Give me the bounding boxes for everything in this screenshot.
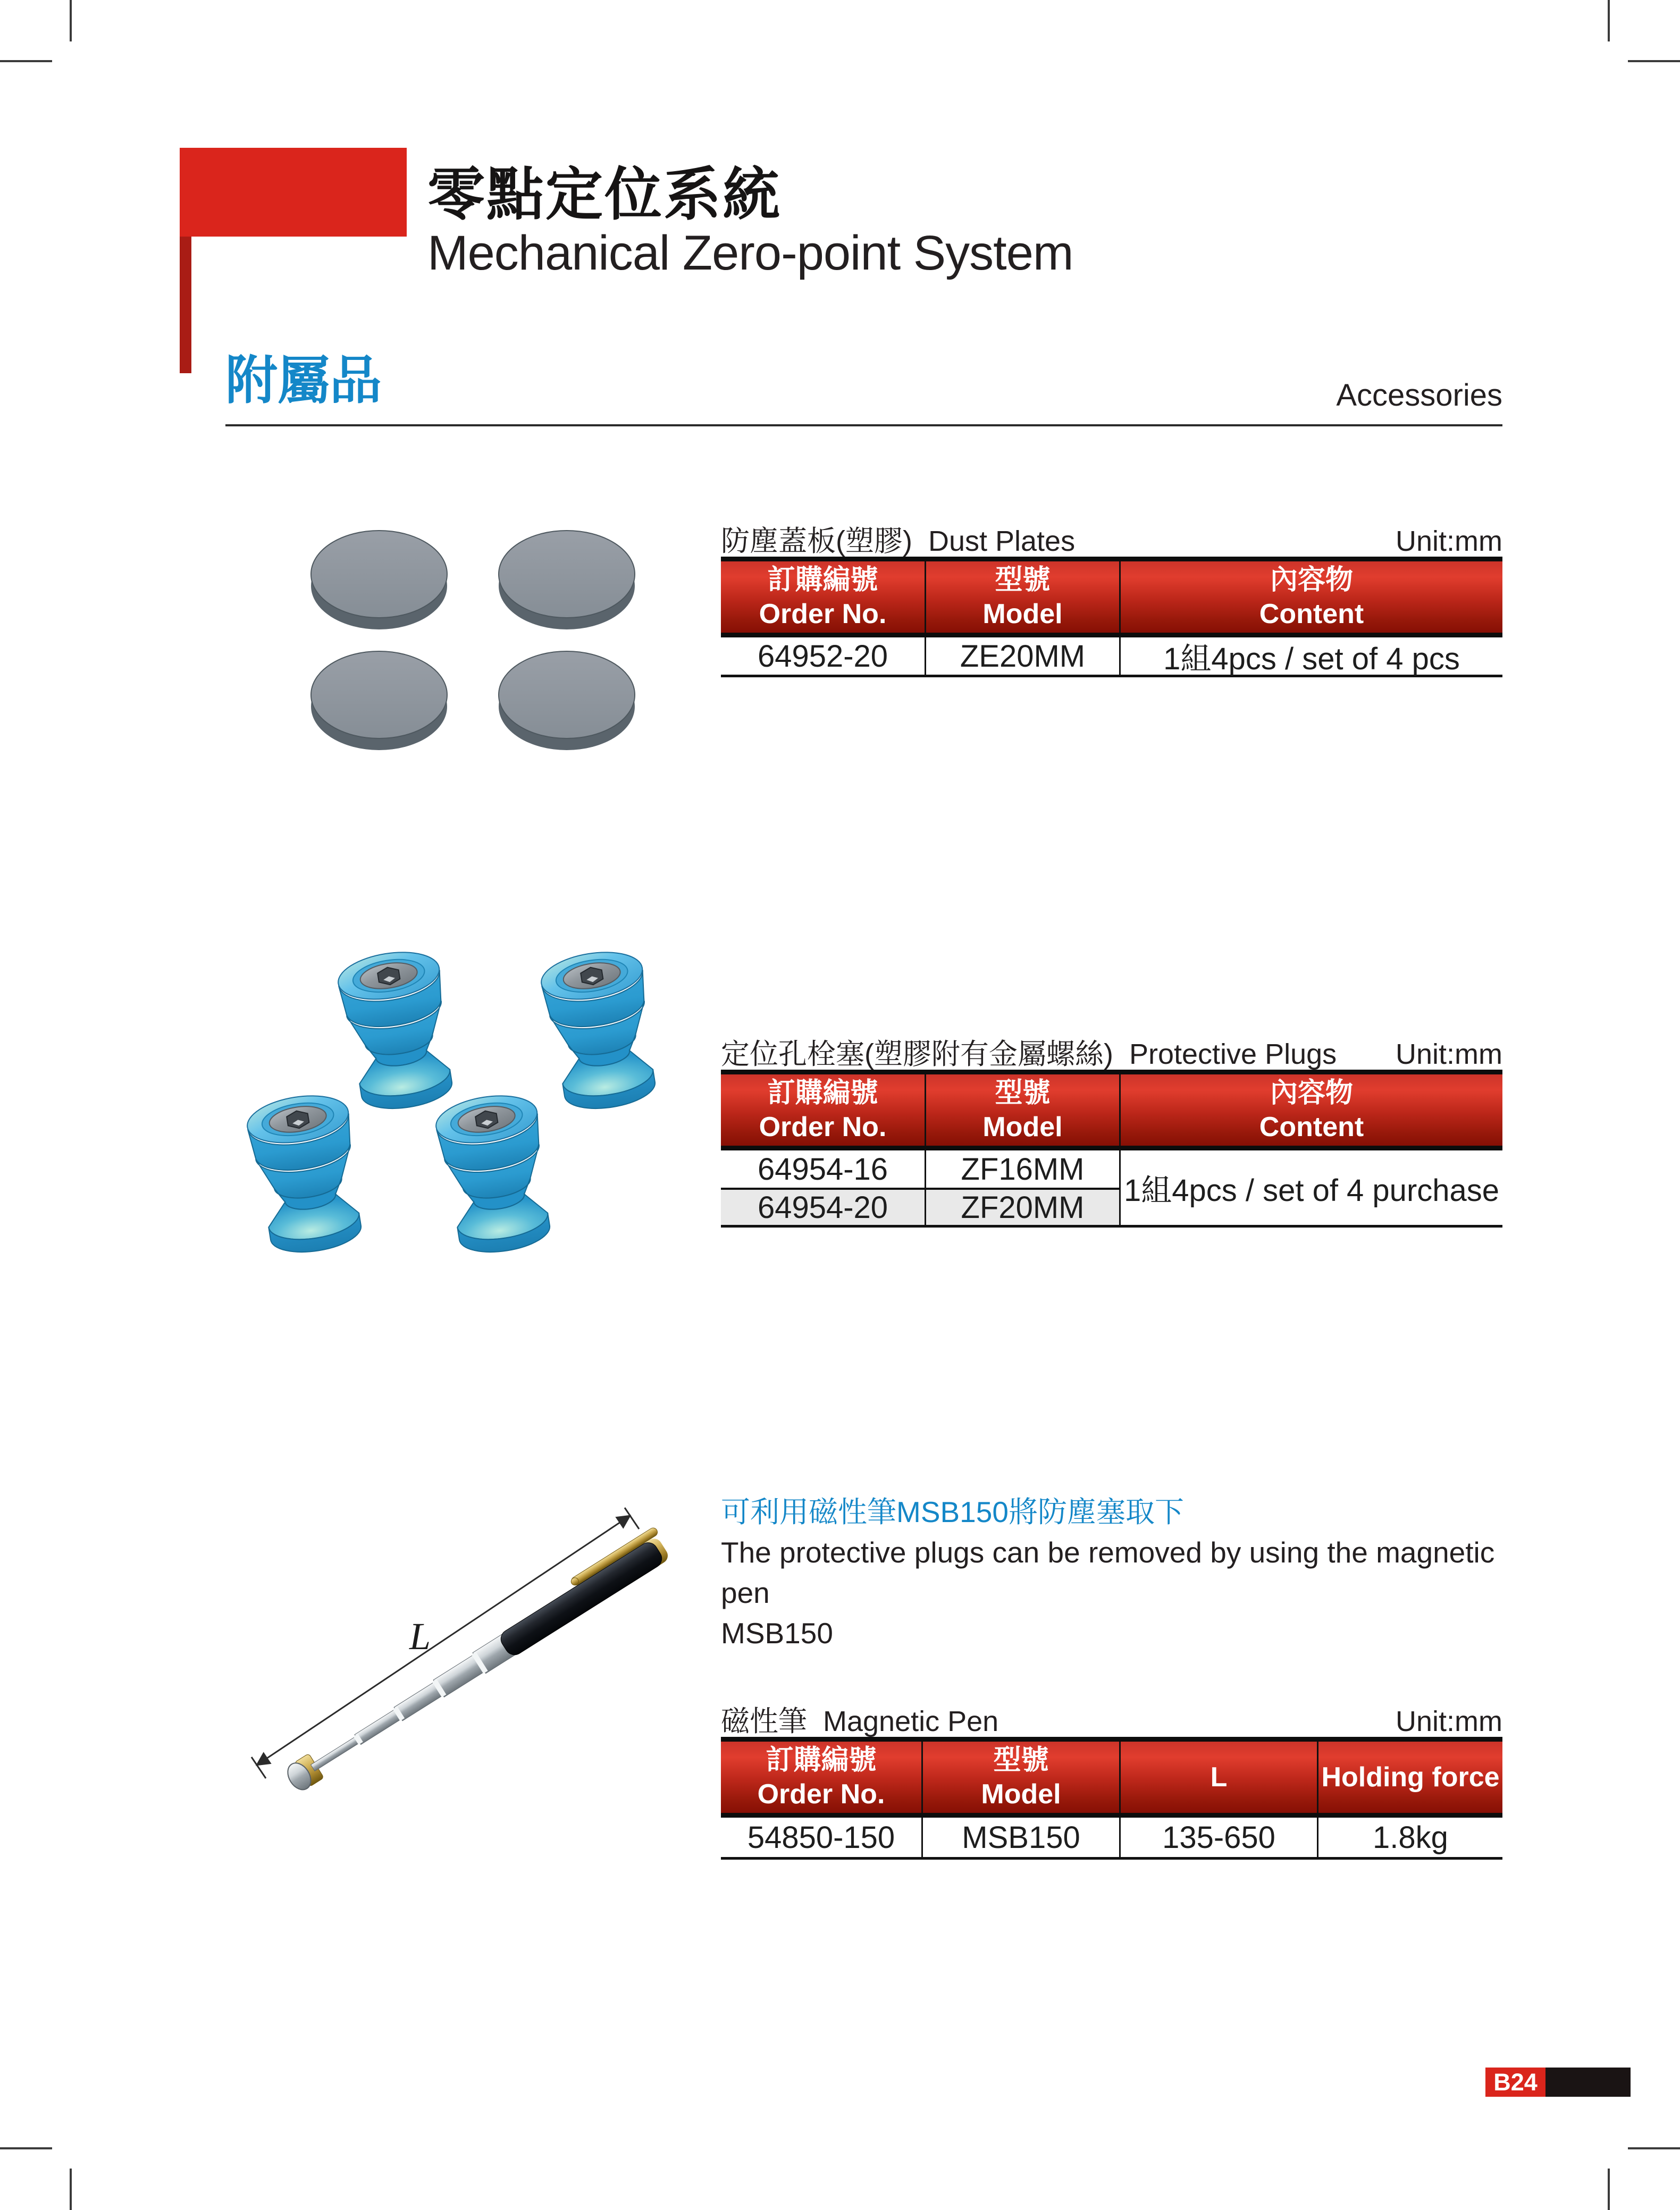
col-model: 型號 Model (925, 1074, 1119, 1146)
cell-model: MSB150 (921, 1818, 1119, 1857)
table-header-row (721, 1070, 1502, 1150)
table-caption (721, 1031, 1502, 1070)
crop-mark (1608, 0, 1610, 41)
note-en-line2: MSB150 (721, 1617, 833, 1650)
cell-content-merged: 1組4pcs / set of 4 purchase (1119, 1150, 1502, 1225)
protective-plugs-section (721, 1031, 1502, 1228)
col-content: 內容物 Content (1119, 561, 1502, 633)
table-body (721, 1150, 1502, 1228)
cell-holding-force: 1.8kg (1317, 1818, 1502, 1857)
dust-plates-figure (287, 510, 670, 776)
cell-order: 54850-150 (747, 1820, 895, 1855)
col-model: 型號 Model (925, 561, 1119, 633)
page-number-badge (1485, 2068, 1545, 2097)
table-caption (721, 518, 1502, 557)
protective-plug (538, 946, 663, 1115)
protective-plug (244, 1089, 369, 1258)
dust-plates-section (721, 518, 1502, 677)
dust-plate (311, 531, 447, 629)
page-tab-black-bar (1545, 2068, 1631, 2097)
note-cjk: 可利用磁性筆MSB150將防塵塞取下 (721, 1495, 1184, 1528)
dust-plate (499, 651, 635, 750)
magnetic-pen-section (721, 1699, 1502, 1860)
crop-mark (0, 2147, 52, 2149)
cell-model: ZF20MM (925, 1188, 1119, 1225)
page-title-cjk: 零點定位系統 (427, 162, 782, 226)
note-en-line1: The protective plugs can be removed by using the magnetic pen (721, 1536, 1495, 1609)
col-content: 內容物 Content (1119, 1074, 1502, 1146)
col-order: 訂購編號 Order No. (759, 565, 887, 629)
col-order: 訂購編號 Order No. (757, 1745, 885, 1810)
cell-order: 64952-20 (757, 638, 888, 674)
pen-body (279, 1526, 674, 1794)
red-flag-mark (180, 148, 407, 237)
caption-cjk: 磁性筆 (721, 1705, 807, 1737)
section-title-cjk: 附屬品 (225, 351, 382, 409)
note-paragraph (721, 1492, 1502, 1653)
caption-en: Dust Plates (928, 525, 1076, 557)
table-caption (721, 1699, 1502, 1737)
page-title-en: Mechanical Zero-point System (427, 226, 1073, 280)
cell-order: 64954-20 (721, 1188, 925, 1225)
unit-label: Unit:mm (1396, 525, 1502, 557)
dust-plate (499, 531, 635, 629)
crop-mark (70, 0, 72, 41)
table-header-row (721, 1737, 1502, 1818)
crop-mark (1628, 2147, 1680, 2149)
caption-cjk: 防塵蓋板(塑膠) (721, 525, 912, 557)
dimension-label: L (409, 1615, 431, 1658)
protective-plug (335, 946, 460, 1115)
table-body (721, 637, 1502, 677)
table-body (721, 1818, 1502, 1860)
cell-content: 1組4pcs / set of 4 pcs (1119, 637, 1502, 675)
cell-model: ZF16MM (925, 1150, 1119, 1188)
unit-label: Unit:mm (1396, 1705, 1502, 1737)
dimension-line (251, 1508, 639, 1778)
magnetic-pen-figure (223, 1483, 702, 1829)
crop-mark (0, 60, 52, 62)
header-rule (225, 424, 1502, 426)
cell-length: 135-650 (1119, 1818, 1317, 1857)
cell-model: ZE20MM (925, 637, 1119, 675)
crop-mark (70, 2169, 72, 2210)
cell-order: 64954-16 (757, 1152, 888, 1187)
col-length: L (1119, 1742, 1317, 1813)
protective-plug (433, 1089, 558, 1258)
table-header-row (721, 557, 1502, 637)
dust-plate (311, 651, 447, 750)
crop-mark (1608, 2169, 1610, 2210)
section-title-en: Accessories (1336, 378, 1502, 413)
crop-mark (1628, 60, 1680, 62)
unit-label: Unit:mm (1396, 1038, 1502, 1070)
col-model: 型號 Model (921, 1742, 1119, 1813)
col-order: 訂購編號 Order No. (759, 1078, 887, 1142)
protective-plugs-figure (229, 941, 681, 1281)
caption-en: Protective Plugs (1129, 1038, 1337, 1070)
caption-en: Magnetic Pen (823, 1705, 999, 1737)
col-holding-force: Holding force (1317, 1742, 1502, 1813)
page-number: B24 (1493, 2068, 1538, 2096)
caption-cjk: 定位孔栓塞(塑膠附有金屬螺絲) (721, 1038, 1113, 1070)
